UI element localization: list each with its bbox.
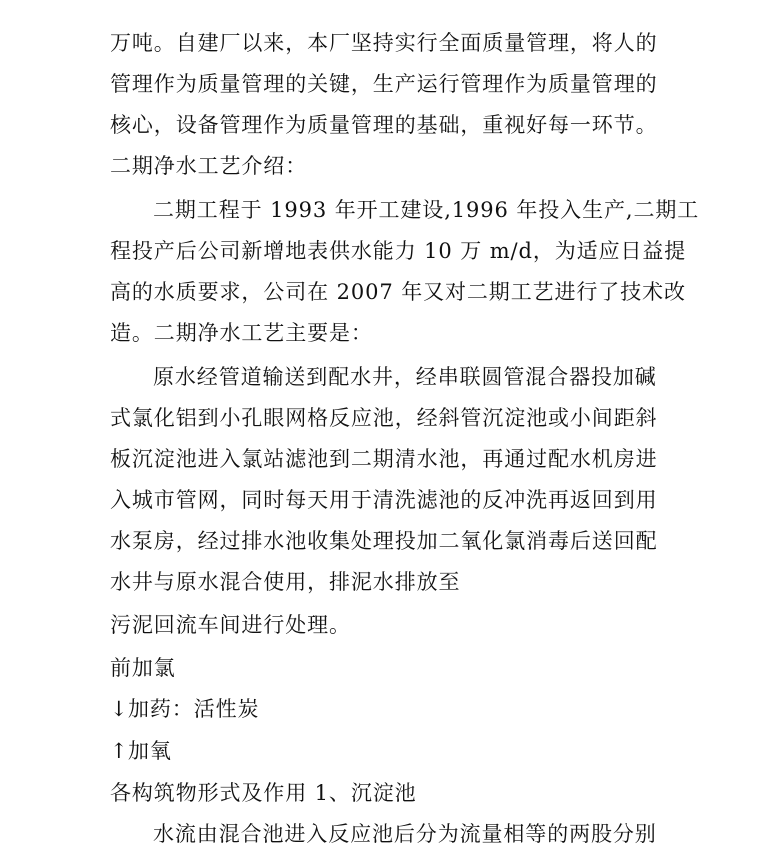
paragraph-line: 水井与原水混合使用，排泥水排放至	[110, 570, 461, 594]
paragraph-line: 二期工程于 1993 年开工建设,1996 年投入生产,二期工	[153, 198, 700, 222]
paragraph-line: 水流由混合池进入反应池后分为流量相等的两股分别	[153, 822, 657, 846]
process-step-line	[110, 737, 670, 765]
process-step-line	[110, 695, 670, 723]
up-arrow-icon: ↑	[110, 739, 129, 763]
paragraph-line: 入城市管网，同时每天用于清洗滤池的反冲洗再返回到用	[110, 488, 658, 512]
process-step-label: 加氧	[128, 739, 172, 763]
paragraph-line: 污泥回流车间进行处理。	[110, 613, 351, 637]
paragraph-line: 程投产后公司新增地表供水能力 10 万 m/d，为适应日益提	[110, 239, 687, 263]
paragraph-line: 核心，设备管理作为质量管理的基础，重视好每一环节。	[110, 113, 658, 137]
process-step-line: 前加氯	[110, 656, 176, 680]
paragraph-line: 造。二期净水工艺主要是：	[110, 321, 373, 345]
paragraph-line: 板沉淀池进入氯站滤池到二期清水池，再通过配水机房进	[110, 447, 658, 471]
down-arrow-icon: ↓	[110, 697, 129, 721]
paragraph-line: 管理作为质量管理的关键，生产运行管理作为质量管理的	[110, 72, 658, 96]
paragraph-line: 水泵房，经过排水池收集处理投加二氧化氯消毒后送回配	[110, 529, 658, 553]
paragraph-line: 万吨。自建厂以来，本厂坚持实行全面质量管理，将人的	[110, 31, 658, 55]
paragraph-line: 高的水质要求，公司在 2007 年又对二期工艺进行了技术改	[110, 280, 686, 304]
process-step-label: 加药：活性炭	[128, 697, 260, 721]
paragraph-line: 式氯化铝到小孔眼网格反应池，经斜管沉淀池或小间距斜	[110, 406, 658, 430]
section-heading: 二期净水工艺介绍：	[110, 154, 308, 178]
paragraph-line: 原水经管道输送到配水井，经串联圆管混合器投加碱	[153, 365, 657, 389]
section-heading: 各构筑物形式及作用 1、沉淀池	[110, 781, 417, 805]
